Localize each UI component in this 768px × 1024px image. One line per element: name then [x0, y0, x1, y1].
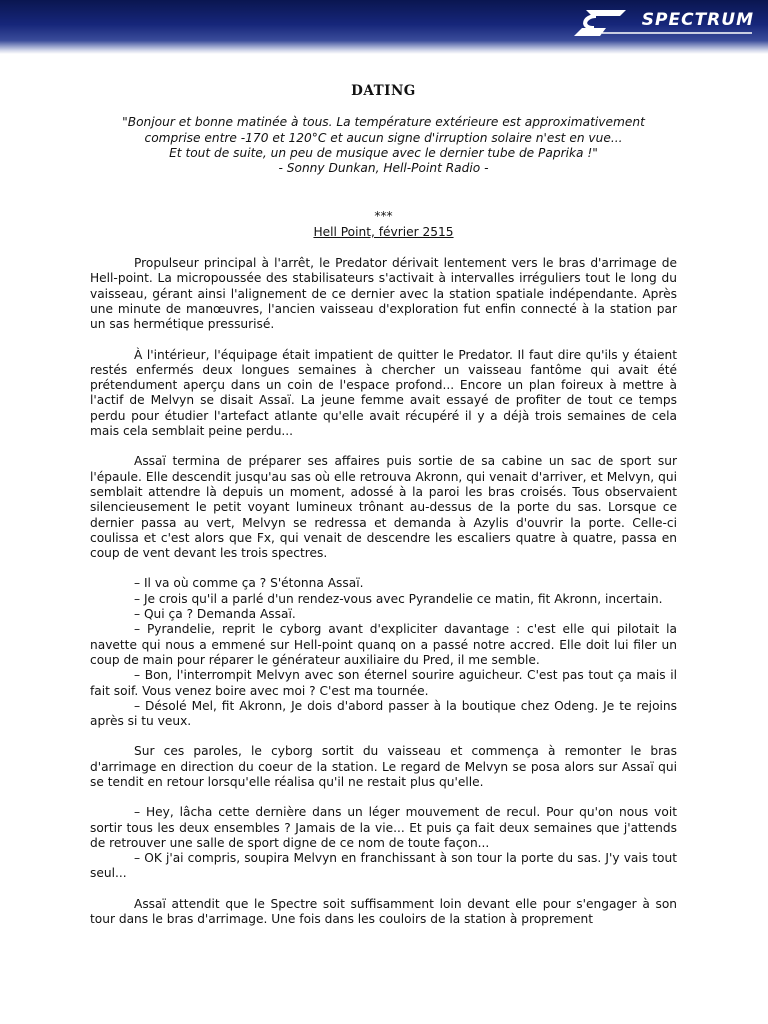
dialogue-block [90, 576, 677, 729]
quote-attribution: - Sonny Dunkan, Hell-Point Radio - [278, 161, 489, 176]
brand-text: SPECTRUM [641, 10, 754, 30]
quote-line: "Bonjour et bonne matinée à tous. La température extérieure est approximativement [122, 115, 645, 130]
paragraph: Sur ces paroles, le cyborg sortit du vaisseau et commença à remonter le bras d'arrimage en direction du coeur de la station. Le regard de Melvyn se posa alors sur Assaï qui se tendit en retour lorsqu'elle réalisa qu'il ne restait plus qu'elle. [90, 744, 677, 789]
dialogue-line: – Pyrandelie, reprit le cyborg avant d'expliciter davantage : c'est elle qui pilotait la navette qui nous a emmené sur Hell-point quanq on a passé notre accred. Elle doit lui filer un coup de main pour réparer le générateur auxiliaire du Pred, il me semble. [90, 622, 677, 667]
dialogue-line: – Hey, lâcha cette dernière dans un léger mouvement de recul. Pour qu'on nous voit sortir tous les deux ensembles ? Jamais de la vie... Et puis ça fait deux semaines que j'attends de retrouver une salle de sport digne de ce nom de toute façon... [90, 805, 677, 850]
place-date-heading: Hell Point, février 2515 [313, 224, 454, 239]
page-title: DATING [351, 83, 416, 99]
paragraph: Assaï termina de préparer ses affaires puis sortie de sa cabine un sac de sport sur l'épaule. Elle descendit jusqu'au sas où elle retrouva Akronn, qui venait d'arriver, et Melvyn, qui semblait attendre là depuis un moment, adossé à la paroi les bras croisés. Tous observaient silencieusement le petit voyant lumineux trônant au-dessus de la porte du sas. Lorsque ce dernier passa au vert, Melvyn se redressa et demanda à Azylis d'ouvrir la porte. Celle-ci coulissa et c'est alors que Fx, qui venait de descendre les escaliers quatre à quatre, passa en coup de vent devant les trois spectres. [90, 454, 677, 561]
dialogue-line: – Je crois qu'il a parlé d'un rendez-vous avec Pyrandelie ce matin, fit Akronn, incertain. [134, 591, 663, 606]
header-banner [0, 0, 768, 54]
dialogue-block [90, 805, 677, 881]
dialogue-line: – Désolé Mel, fit Akronn, Je dois d'abord passer à la boutique chez Odeng. Je te rejoins après si tu veux. [90, 698, 677, 729]
quote-line: comprise entre -170 et 120°C et aucun signe d'irruption solaire n'est en vue... [144, 130, 623, 145]
paragraph: Assaï attendit que le Spectre soit suffisamment loin devant elle pour s'engager à son tour dans le bras d'arrimage. Une fois dans les couloirs de la station à proprement [90, 896, 677, 927]
dialogue-line: – Il va où comme ça ? S'étonna Assaï. [134, 576, 364, 591]
section-separator: *** [374, 209, 393, 224]
document-body [90, 84, 677, 942]
quote-line: Et tout de suite, un peu de musique avec le dernier tube de Paprika !" [169, 145, 598, 160]
epigraph-quote [90, 115, 677, 176]
paragraph: À l'intérieur, l'équipage était impatient de quitter le Predator. Il faut dire qu'ils y étaient restés enfermés deux longues semaines à chercher un vaisseau fantôme qui avait été prétendument aperçu dans un coin de l'espace profond... Encore un plan foireux à mettre à l'actif de Melvyn se disait Assaï. La jeune femme avait essayé de profiter de tout ce temps perdu pour étudier l'artefact atlante qu'elle avait récupéré il y a déjà trois semaines de cela mais cela semblait peine perdu... [90, 347, 677, 439]
paragraph: Propulseur principal à l'arrêt, le Predator dérivait lentement vers le bras d'arrimage de Hell-point. La micropoussée des stabilisateurs s'activait à intervalles irréguliers tout le long du vaisseau, gérant ainsi l'alignement de ce dernier avec la station spatiale indépendante. Après une minute de manœuvres, l'ancien vaisseau d'exploration fut enfin connecté à la station par un sas hermétique pressurisé. [90, 256, 677, 332]
dialogue-line: – Qui ça ? Demanda Assaï. [134, 607, 296, 622]
dialogue-line: – Bon, l'interrompit Melvyn avec son éternel sourire aguicheur. C'est pas tout ça mais il fait soif. Vous venez boire avec moi ? C'est ma tournée. [90, 668, 677, 698]
dialogue-line: – OK j'ai compris, soupira Melvyn en franchissant à son tour la porte du sas. J'y vais tout seul... [90, 851, 677, 881]
